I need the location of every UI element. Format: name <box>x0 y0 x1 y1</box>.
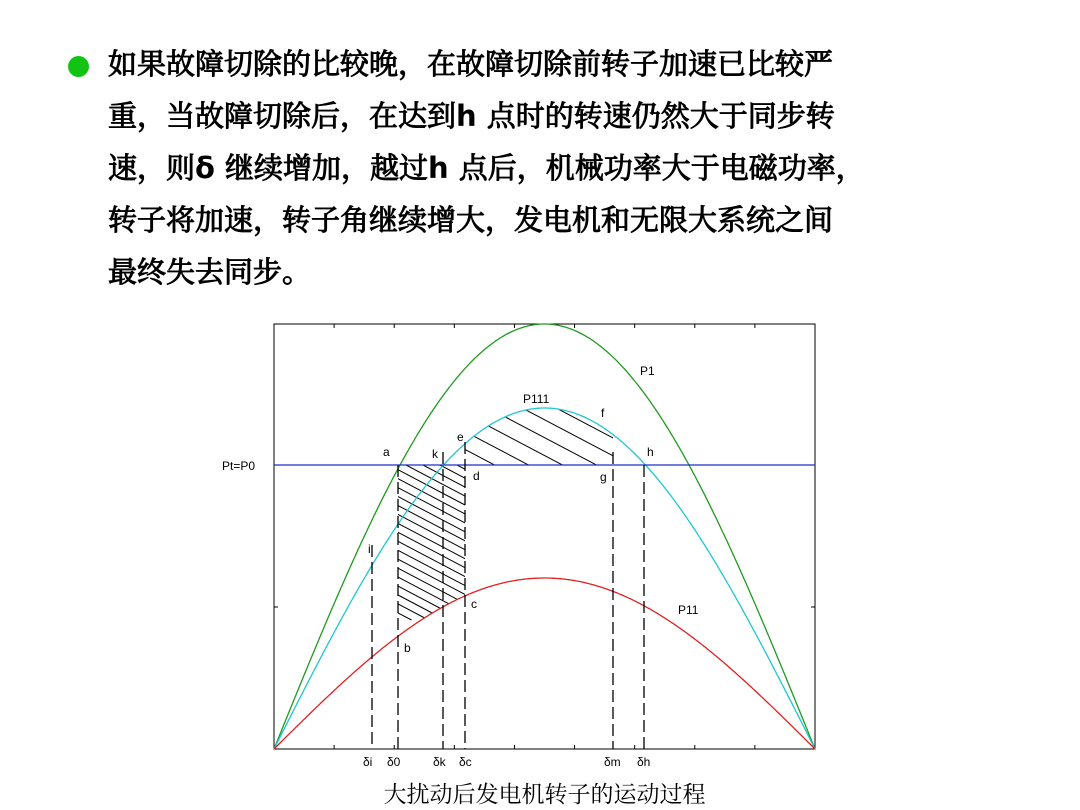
hatch-line <box>321 465 616 620</box>
hatch-line <box>610 465 905 620</box>
point-a: a <box>383 445 390 459</box>
hatch-line <box>65 400 198 470</box>
angle-dm: δm <box>604 755 621 769</box>
hatch-line <box>269 400 402 470</box>
hatch-line <box>287 465 582 620</box>
hatch-line <box>303 400 436 470</box>
paragraph-line-4: 转子将加速，转子角继续增大，发电机和无限大系统之间 <box>108 203 834 237</box>
hatch-line <box>525 465 820 620</box>
hatch-line <box>779 400 912 470</box>
hatch-line <box>83 465 378 620</box>
hatch-line <box>372 465 667 620</box>
hatch-line <box>643 400 776 470</box>
hatch-line <box>865 465 1080 620</box>
hatch-line <box>440 465 735 620</box>
hatch-line <box>474 465 769 620</box>
paragraph-line-1: 如果故障切除的比较晚，在故障切除前转子加速已比较严 <box>108 47 834 81</box>
hatch-line <box>405 400 538 470</box>
hatch-line <box>848 465 1080 620</box>
point-h: h <box>647 445 654 459</box>
hatch-line <box>695 465 990 620</box>
angle-d0: δ0 <box>387 755 401 769</box>
hatch-line <box>457 465 752 620</box>
hatch-line <box>678 465 973 620</box>
hatch-line <box>406 465 701 620</box>
point-g: g <box>600 470 607 484</box>
hatch-line <box>185 465 480 620</box>
hatch-line <box>389 465 684 620</box>
hatch-line <box>304 465 599 620</box>
paragraph-line-3: 速，则δ 继续增加，越过h 点后，机械功率大于电磁功率， <box>108 151 865 185</box>
hatch-line <box>151 465 446 620</box>
hatch-line <box>661 465 956 620</box>
hatch-line <box>168 465 463 620</box>
hatch-line <box>949 400 1080 470</box>
hatch-line <box>134 465 429 620</box>
angle-dk: δk <box>433 755 446 769</box>
hatch-line <box>100 465 395 620</box>
hatch-line <box>66 465 361 620</box>
point-b: b <box>404 641 411 655</box>
point-k: k <box>432 447 438 461</box>
hatch-line <box>0 465 293 620</box>
hatch-line <box>541 400 674 470</box>
hatch-line <box>201 400 334 470</box>
hatch-line <box>507 400 640 470</box>
hatch-line <box>355 465 650 620</box>
hatch-line <box>542 465 837 620</box>
label-P11: P11 <box>678 603 699 617</box>
axis-ticks <box>274 324 815 749</box>
hatch-line <box>575 400 708 470</box>
paragraph-line-5: 最终失去同步。 <box>108 255 312 289</box>
hatch-line <box>99 400 232 470</box>
hatch-line <box>32 465 327 620</box>
hatch-line <box>711 400 844 470</box>
hatch-line <box>508 465 803 620</box>
hatch-line <box>797 465 1080 620</box>
hatch-line <box>644 465 939 620</box>
hatch-line <box>423 465 718 620</box>
hatch-line <box>609 400 742 470</box>
hatch-line <box>15 465 310 620</box>
hatch-line <box>559 465 854 620</box>
hatch-line <box>219 465 514 620</box>
hatch-line <box>491 465 786 620</box>
hatch-line <box>729 465 1024 620</box>
hatch-line <box>746 465 1041 620</box>
plot-frame <box>274 324 815 749</box>
deceleration-area <box>65 400 1080 470</box>
curve-P1 <box>274 324 815 749</box>
hatch-line <box>202 465 497 620</box>
hatch-line <box>593 465 888 620</box>
hatch-line <box>712 465 1007 620</box>
label-P1: P1 <box>640 364 655 378</box>
label-P111: P111 <box>523 392 550 406</box>
acceleration-area <box>0 465 1080 620</box>
point-c: c <box>471 597 477 611</box>
curve-P11 <box>274 578 815 749</box>
figure-caption: 大扰动后发电机转子的运动过程 <box>383 782 706 808</box>
hatch-line <box>882 465 1080 620</box>
label-Pt-P0: Pt=P0 <box>222 459 256 473</box>
hatch-line <box>831 465 1080 620</box>
hatch-line <box>813 400 946 470</box>
hatch-line <box>763 465 1058 620</box>
hatch-line <box>253 465 548 620</box>
paragraph-line-2: 重，当故障切除后，在达到h 点时的转速仍然大于同步转 <box>108 99 835 133</box>
hatch-line <box>915 400 1048 470</box>
angle-di: δi <box>363 755 373 769</box>
hatch-line <box>677 400 810 470</box>
hatch-line <box>780 465 1075 620</box>
hatch-line <box>338 465 633 620</box>
hatch-line <box>881 400 1014 470</box>
angle-dc: δc <box>459 755 472 769</box>
point-e: e <box>457 430 464 444</box>
hatch-line <box>236 465 531 620</box>
angle-dh: δh <box>637 755 651 769</box>
point-f: f <box>601 406 605 420</box>
angle-markers <box>372 442 644 749</box>
hatch-line <box>745 400 878 470</box>
hatch-line <box>270 465 565 620</box>
point-d: d <box>473 469 480 483</box>
hatch-line <box>49 465 344 620</box>
point-i: i <box>368 542 371 556</box>
hatch-line <box>576 465 871 620</box>
hatch-line <box>627 465 922 620</box>
hatch-line <box>814 465 1080 620</box>
hatch-line <box>847 400 980 470</box>
hatch-line <box>473 400 606 470</box>
